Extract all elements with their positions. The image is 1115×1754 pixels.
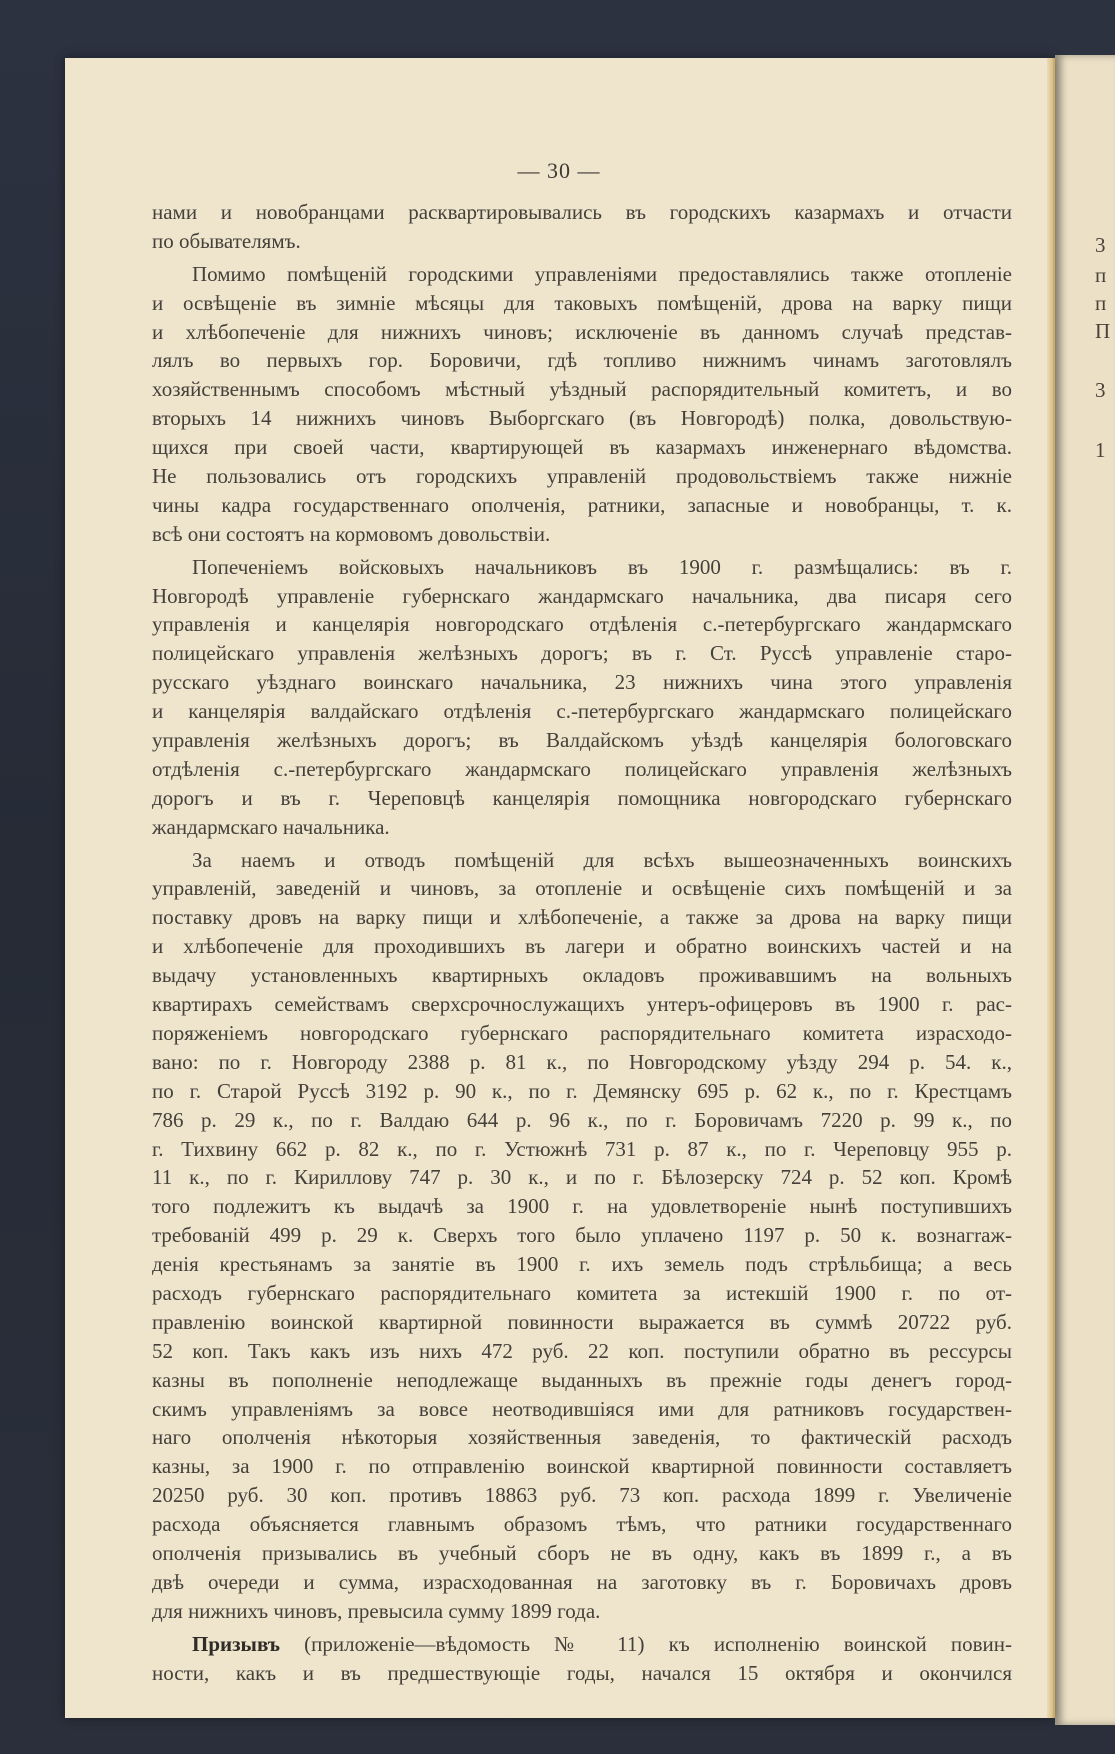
edge-char: П	[1095, 319, 1111, 343]
text-line: жандармскаго начальника.	[152, 814, 390, 839]
text-line: ности, какъ и въ предшествующiе годы, начался 15 октября и окончился	[152, 1660, 1012, 1685]
text-line: двѣ очереди и сумма, израсходованная на заготовку въ г. Боровичахъ дровъ	[152, 1569, 1012, 1594]
text-line: выдачу установленныхъ квартирныхъ окладовъ проживавшимъ на вольныхъ	[152, 963, 1012, 988]
text-line: поряженiемъ новгородскаго губернскаго распорядительнаго комитета израсходо-	[152, 1020, 1012, 1045]
text-line: квартирахъ семействамъ сверхсрочнослужащихъ унтеръ-офицеровъ въ 1900 г. рас-	[152, 992, 1012, 1017]
text-line: вано: по г. Новгороду 2388 р. 81 к., по Новгородскому уѣзду 294 р. 54. к.,	[152, 1049, 1012, 1074]
text-line: Новгородѣ управленiе губернскаго жандармскаго начальника, два писаря сего	[152, 583, 1012, 608]
text-line: нами и новобранцами расквартировывались въ городскихъ казармахъ и отчасти	[152, 200, 1012, 224]
text-line: денiя крестьянамъ за занятiе въ 1900 г. ихъ земель подъ стрѣльбища; а весь	[152, 1252, 1012, 1277]
text-line: вторыхъ 14 нижнихъ чиновъ Выборгскаго (въ Новгородѣ) полка, довольствую-	[152, 406, 1012, 431]
text-line: Попеченiемъ войсковыхъ начальниковъ въ 1900 г. размѣщались: въ г.	[192, 554, 1012, 579]
text-line: казны въ пополненiе неподлежаще выданныхъ въ прежнiе годы денегъ город-	[152, 1367, 1012, 1392]
text-line: 20250 руб. 30 коп. противъ 18863 руб. 73 коп. расхода 1899 г. Увеличенiе	[152, 1483, 1012, 1508]
text-line: хозяйственнымъ способомъ мѣстный уѣздный распорядительный комитетъ, и во	[152, 377, 1012, 402]
text-line: управленiя и канцелярiя новгородскаго отдѣленiя с.-петербургскаго жандармскаго	[152, 612, 1012, 637]
text-line-rest: (приложенiе—вѣдомость № 11) къ исполненiю воинской повин-	[304, 1631, 1012, 1656]
text-line: и освѣщенiе въ зимнiе мѣсяцы для таковыхъ помѣщенiй, дрова на варку пищи	[152, 290, 1012, 315]
edge-char: 1	[1095, 438, 1106, 462]
text-line: За наемъ и отводъ помѣщенiй для всѣхъ вышеозначенныхъ воинскихъ	[192, 847, 1012, 872]
body-text	[152, 198, 1012, 1687]
text-line: ополченiя призывались въ учебный сборъ не въ одну, какъ въ 1899 г., а въ	[152, 1540, 1012, 1565]
edge-char: 3	[1095, 378, 1106, 402]
adjacent-page-edge	[1055, 55, 1115, 1725]
text-line: щихся при своей части, квартирующей въ казармахъ инженернаго вѣдомства.	[152, 435, 1012, 460]
text-line: расхода объясняется главнымъ образомъ тѣмъ, что ратники государственнаго	[152, 1512, 1012, 1537]
text-line: и канцелярiя валдайскаго отдѣленiя с.-петербургскаго жандармскаго полицейскаго	[152, 699, 1012, 724]
text-line: поставку дровъ на варку пищи и хлѣбопеченiе, а также за дрова на варку пищи	[152, 905, 1012, 930]
text-line: и хлѣбопеченiе для нижнихъ чиновъ; исключенiе въ данномъ случаѣ представ-	[152, 319, 1012, 344]
text-line: управленiя желѣзныхъ дорогъ; въ Валдайскомъ уѣздѣ канцелярiя бологовскаго	[152, 728, 1012, 753]
text-line: всѣ они состоятъ на кормовомъ довольствiи.	[152, 521, 551, 546]
text-line: Помимо помѣщенiй городскими управленiями предоставлялись также отопленiе	[192, 261, 1012, 286]
text-line: по г. Старой Руссѣ 3192 р. 90 к., по г. Демянску 695 р. 62 к., по г. Крестцамъ	[152, 1078, 1012, 1103]
text-line: русскаго уѣзднаго воинскаго начальника, 23 нижнихъ чина этого управленiя	[152, 670, 1012, 695]
text-line: г. Тихвину 662 р. 82 к., по г. Устюжнѣ 731 р. 87 к., по г. Череповцу 955 р.	[152, 1136, 1012, 1161]
edge-char: п	[1095, 291, 1107, 315]
section-lead-word: Призывъ	[192, 1631, 281, 1656]
text-line: правленiю воинской квартирной повинности выражается въ суммѣ 20722 руб.	[152, 1309, 1012, 1334]
page-number: — 30 —	[517, 158, 601, 183]
text-line: лялъ во первыхъ гор. Боровичи, гдѣ топливо нижнимъ чинамъ заготовлялъ	[152, 348, 1012, 373]
text-line: по обывателямъ.	[152, 228, 301, 253]
text-line: отдѣленiя с.-петербургскаго жандармскаго полицейскаго управленiя желѣзныхъ	[152, 756, 1012, 781]
text-line: казны, за 1900 г. по отправленiю воинской квартирной повинности составляетъ	[152, 1454, 1012, 1479]
text-line: скимъ управленiямъ за вовсе неотводившiяся ими для ратниковъ государствен-	[152, 1396, 1012, 1421]
text-line: дорогъ и въ г. Череповцѣ канцелярiя помощника новгородскаго губернскаго	[152, 785, 1012, 810]
text-line: того подлежитъ къ выдачѣ за 1900 г. на удовлетворенiе нынѣ поступившихъ	[152, 1194, 1012, 1219]
text-line: расходъ губернскаго распорядительнаго комитета за истекшiй 1900 г. по от-	[152, 1280, 1012, 1305]
text-line: чины кадра государственнаго ополченiя, ратники, запасные и новобранцы, т. к.	[152, 492, 1012, 517]
text-line: управленiй, заведенiй и чиновъ, за отопленiе и освѣщенiе сихъ помѣщенiй и за	[152, 876, 1012, 901]
text-line: 11 к., по г. Кириллову 747 р. 30 к., и по г. Бѣлозерску 724 р. 52 коп. Кромѣ	[152, 1165, 1012, 1190]
text-line: и хлѣбопеченiе для проходившихъ въ лагери и обратно воинскихъ частей и на	[152, 934, 1012, 959]
edge-char: 3	[1095, 233, 1106, 257]
edge-char: п	[1095, 263, 1107, 287]
text-line: наго ополченiя нѣкоторыя хозяйственныя заведенiя, то фактическiй расходъ	[152, 1425, 1012, 1450]
text-line: Не пользовались отъ городскихъ управленiй продовольствiемъ также нижнiе	[152, 464, 1012, 489]
text-line: 786 р. 29 к., по г. Валдаю 644 р. 96 к., по г. Боровичамъ 7220 р. 99 к., по	[152, 1107, 1012, 1132]
text-line: полицейскаго управленiя желѣзныхъ дорогъ; въ г. Ст. Руссѣ управленiе старо-	[152, 641, 1012, 666]
text-line: требованiй 499 р. 29 к. Сверхъ того было уплачено 1197 р. 50 к. вознагraж-	[152, 1223, 1012, 1248]
text-line: 52 коп. Такъ какъ изъ нихъ 472 руб. 22 коп. поступили обратно въ рессурсы	[152, 1338, 1012, 1363]
text-line-with-lead	[152, 1630, 1012, 1659]
text-line: для нижнихъ чиновъ, превысила сумму 1899 года.	[152, 1598, 601, 1623]
